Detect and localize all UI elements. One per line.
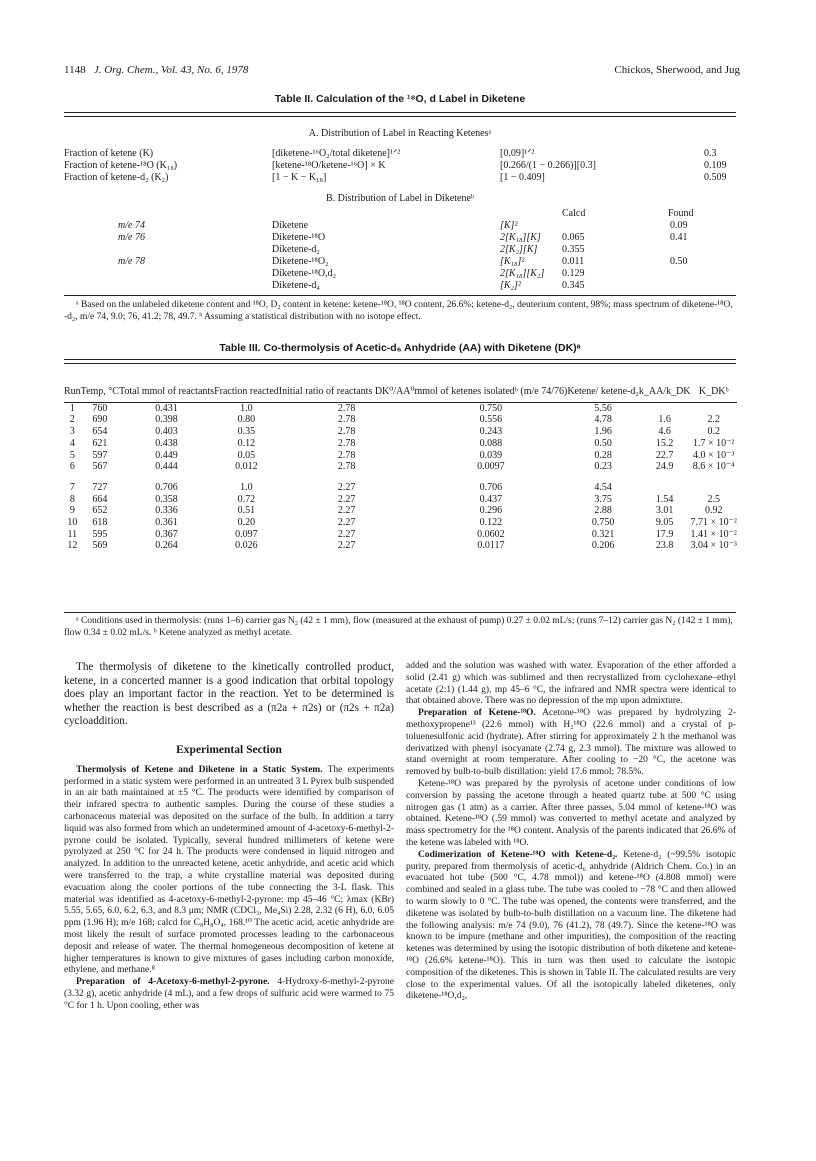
cell: 0.321 [591, 528, 615, 540]
cell: 0.92 [704, 505, 723, 517]
t2a-value: 0.509 [704, 172, 727, 183]
cell: 22.7 [655, 449, 674, 461]
cell: 0.437 [479, 493, 503, 505]
cell: 5.56 [594, 402, 612, 414]
cell: 4.6 [658, 426, 671, 438]
cell: 621 [92, 437, 108, 449]
cell: 4.54 [594, 481, 612, 493]
cell: 2.2 [707, 414, 720, 426]
paragraph-text: 4-Hydroxy-6-methyl-2-pyrone (3.32 g), acetic anhydride (4 mL), and a few drops of sulfuric acid were warmed to 75 °C for 1 h. Upon cooling, ether was [64, 977, 395, 1011]
cell: 2.78 [337, 414, 356, 426]
cell: 3.04 × 10⁻³ [690, 540, 737, 552]
cell: 4 [69, 437, 75, 449]
cell: 1.6 [658, 414, 671, 426]
paragraph-codimerization [406, 850, 736, 1003]
table2-bottom-rule [64, 295, 736, 296]
cell: 1.96 [594, 426, 612, 438]
table2-footnote [64, 300, 736, 323]
t2b-calcd: 0.355 [562, 244, 585, 255]
table3-footnote [64, 616, 736, 639]
cell: 11 [67, 528, 78, 540]
body-left-column [64, 661, 394, 1013]
t2a-expr: [0.09]¹ᐟ² [500, 148, 535, 159]
paragraph-text: Acetone-¹⁸O was prepared by hydrolyzing 2-methoxypropene¹³ (22.6 mmol) with H₂¹⁸O (22.6 mmol) and a crystal of p-toluenesulfonic acid (hydrate). After stirring for approximately 2 h the methanol was derivatized with phenyl isocyanate (2.74 g, 2.3 mmol). The mixture was allowed to stand overnight at room temperature. After cooling to −20 °C, the acetone was removed by bulb-to-bulb distillation: yield 17.6 mmol; 78.5%. [406, 708, 736, 778]
t2b-calcd: 0.129 [562, 268, 585, 279]
cell: 0.431 [155, 402, 178, 414]
paragraph-ketene-18o [406, 708, 736, 779]
cell: 0.296 [479, 505, 503, 517]
cell: 23.8 [655, 540, 674, 552]
cell: 0.50 [594, 437, 612, 449]
experimental-heading: Experimental Section [176, 743, 282, 756]
cell: 2.78 [337, 461, 356, 473]
table-row [64, 517, 737, 529]
cell: 0.706 [155, 481, 178, 493]
cell: 5 [69, 449, 75, 461]
t2b-compound: Diketene-d₄ [272, 280, 320, 291]
cell [691, 473, 737, 494]
cell: 0.358 [155, 493, 178, 505]
cell: 597 [92, 449, 108, 461]
t2b-found: 0.41 [670, 232, 688, 243]
cell: 0.0602 [477, 528, 505, 540]
cell: 0.05 [237, 449, 256, 461]
cell: 3 [69, 426, 75, 438]
t2b-compound: Diketene-¹⁸O,d₂ [272, 268, 337, 279]
cell: 0.039 [479, 449, 503, 461]
intro-paragraph: The thermolysis of diketene to the kinetically controlled product, ketene, in a concerted manner is a good indication that orbital topology does play an important factor in the reaction. Yet to be determined is whether the reaction is best described as a (π2a + π2s) or (π2s + π2a) cycloaddition. [64, 661, 394, 728]
th-kdk: K_DKᵇ [698, 386, 729, 397]
cell: 2.5 [707, 493, 720, 505]
table-row [64, 461, 737, 473]
th-temp: Temp, °C [80, 386, 119, 397]
cell: 0.750 [591, 517, 615, 529]
paragraph-continued: added and the solution was washed with water. Evaporation of the ether afforded a solid (2.41 g) which was sublimed and then recrystallized from cyclohexane–ethyl acetate (2:1) (1.44 g), mp 45–6 °C, the infrared and NMR spectra were identical to that obtained above. There was no depression of the mp upon admixture. [406, 661, 736, 707]
cell: 24.9 [655, 461, 674, 473]
cell: 618 [92, 517, 108, 529]
t2b-formula: 2[K₁₈][K] [500, 232, 541, 243]
cell: 664 [92, 493, 108, 505]
t2b-me: m/e 74 [118, 220, 145, 231]
cell: 2.88 [594, 505, 612, 517]
t2a-value: 0.3 [704, 148, 717, 159]
t2a-expr: [1 − 0.409] [500, 172, 545, 183]
cell: 0.097 [235, 528, 258, 540]
cell: 17.9 [655, 528, 674, 540]
t2b-formula: 2[K₁₈][K₂] [500, 268, 545, 279]
cell: 2.27 [337, 481, 356, 493]
th-ratio: Initial ratio of reactants DK⁰/AA⁰ [278, 386, 415, 397]
paragraph-thermolysis [64, 765, 394, 977]
t2b-found: 0.50 [670, 256, 688, 267]
cell: 2.27 [337, 505, 356, 517]
cell: 8 [69, 493, 75, 505]
cell: 652 [92, 505, 108, 517]
cell: 727 [92, 481, 108, 493]
cell: 1.0 [240, 481, 253, 493]
t2b-me: m/e 76 [118, 232, 145, 243]
cell: 595 [92, 528, 108, 540]
cell: 0.0117 [477, 540, 505, 552]
table3-caption: Table III. Co-thermolysis of Acetic-d₆ Anhydride (AA) with Diketene (DK)ᵃ [219, 342, 581, 354]
cell: 1.7 × 10⁻² [693, 437, 735, 449]
cell: 2.78 [337, 426, 356, 438]
table-row [64, 540, 737, 552]
cell: 7 [69, 481, 75, 493]
cell: 12 [67, 540, 78, 552]
cell: 0.398 [155, 414, 178, 426]
cell: 0.706 [479, 481, 503, 493]
cell: 0.20 [237, 517, 256, 529]
cell: 0.438 [155, 437, 178, 449]
cell: 2.78 [337, 449, 356, 461]
cell: 8.6 × 10⁻⁴ [692, 461, 735, 473]
table2-caption: Table II. Calculation of the ¹⁸O, d Label in Diketene [274, 93, 526, 105]
cell: 4.78 [594, 414, 612, 426]
paragraph-title: Codimerization of Ketene-¹⁸O with Ketene-d₂. [418, 849, 618, 860]
t2a-expr: [0.266/(1 − 0.266)][0.3] [500, 160, 596, 171]
cell: 0.243 [479, 426, 503, 438]
cell: 2 [69, 414, 75, 426]
cell: 0.0097 [477, 461, 505, 473]
table-row [64, 505, 737, 517]
cell: 0.12 [237, 437, 256, 449]
cell: 0.088 [479, 437, 503, 449]
th-kk: k_AA/k_DK [638, 386, 691, 397]
cell: 0.80 [237, 414, 256, 426]
t2a-formula: [diketene-¹⁶O₂/total diketene]¹ᐟ² [272, 148, 401, 159]
paragraph-title: Preparation of Ketene-¹⁸O. [418, 708, 536, 719]
body-right-column [406, 661, 736, 1003]
cell: 0.122 [479, 517, 503, 529]
table3-header-row [64, 386, 737, 398]
table-row [64, 402, 737, 414]
t2b-calcd: 0.011 [562, 256, 585, 267]
cell: 690 [92, 414, 108, 426]
cell: 0.556 [479, 414, 503, 426]
t2b-compound: Diketene-d₂ [272, 244, 320, 255]
table-row [64, 473, 737, 494]
cell: 0.35 [237, 426, 256, 438]
cell: 0.72 [237, 493, 256, 505]
t2b-me: m/e 78 [118, 256, 145, 267]
t2a-formula: [1 − K − K₁₈] [272, 172, 327, 183]
cell: 569 [92, 540, 108, 552]
t2b-found-header: Found [668, 208, 694, 219]
paragraph-text: The experiments performed in a static system were performed in an untreated 3 L Pyrex bulb suspended in an air bath maintained at ±5 °C. The products were identified by comparison of their infrared spectra to authentic samples. During the course of these studies a carbonaceous material was deposited on the surface of the bulb. In addition a tarry liquid was also formed from which an undetermined amount of 4-acetoxy-6-methyl-2-pyrone could be isolated. Typically, several hundred millimeters of ketene were pyrolyzed at 250 °C for 24 h. The products were condensed in liquid nitrogen and analyzed. In addition to the unreacted ketene, acetic anhydride, and acetic acid which were transferred to the trap, a white crystalline material was deposited during evacuation along the cooler portions of the tube connecting the 3-L flask. This material was identified as 4-acetoxy-6-methyl-2-pyrone: mp 45–46 °C; λmax (KBr) 5.55, 5.65, 6.0, 6.2, 6.3, and 8.3 μm; NMR (CDCl₃, Me₄Si) 2.28, 2.32 (6 H), 6.0, 6.05 ppm (1.96 H); m/e 168; calcd for C₈H₈O₄, 168.¹⁰ The acetic acid, acetic anhydride are most likely the result of surface promoted processes leading to the carbonaceous deposit and release of water. The thermal homogeneous decomposition of ketene at higher temperatures is known to give mixtures of gases including carbon monoxide, ethylene, and methane.⁸ [64, 764, 394, 976]
t2b-formula: 2[K₂][K] [500, 244, 538, 255]
table-row [64, 414, 737, 426]
cell: 2.27 [337, 493, 356, 505]
t2b-compound: Diketene-¹⁸O₂ [272, 256, 329, 267]
cell: 4.0 × 10⁻³ [693, 449, 735, 461]
cell: 654 [92, 426, 108, 438]
cell: 760 [92, 402, 108, 414]
t2a-value: 0.109 [704, 160, 727, 171]
cell: 1.0 [240, 402, 253, 414]
t2b-found: 0.09 [670, 220, 688, 231]
cell: 0.449 [155, 449, 178, 461]
table-row [64, 438, 737, 450]
t2b-formula: [K₂]² [500, 280, 521, 291]
journal-citation: J. Org. Chem., Vol. 43, No. 6, 1978 [93, 64, 249, 76]
cell: 567 [92, 461, 108, 473]
cell: 0.750 [479, 402, 503, 414]
paragraph-text: Ketene-d₂ (~99.5% isotopic purity, prepared from thermolysis of acetic-d₆ anhydride (Aldrich Chem. Co.) in an evacuated hot tube (500 °C, 4.78 mmol)) and ketene-¹⁸O (4.808 mmol) were combined and sealed in a glass tube. The tube was cooled to −78 °C and then allowed to warm slowly to 0 °C. The tube was opened, the contents were transferred, and the diketene was isolated by bulb-to-bulb distillation on a vacuum line. The diketene had the following analysis: m/e 74 (9.0), 76 (41.2), 78 (49.7). Since the ketene-¹⁸O was known to be impure (methane and other impurities), the composition of the reacting ketenes was determined by using the isotopic distribution of both diketene and ketene-¹⁸O (26.6% ketene-¹⁸O). This in turn was then used to calculate the isotopic composition of the diketenes. This is shown in Table II. The calculated results are very close to the experimental values. Of all the isotopically labeled diketenes, only diketene-¹⁸O,d₂, [406, 849, 736, 1002]
table3 [64, 386, 737, 552]
t2a-label: Fraction of ketene-d₂ (K₂) [64, 172, 169, 183]
cell: 0.28 [594, 449, 612, 461]
paragraph-acetoxy [64, 977, 394, 1012]
author-header: Chickos, Sherwood, and Jug [614, 64, 740, 76]
table2-top-rule-double [64, 116, 736, 117]
table-row [64, 426, 737, 438]
cell: 9 [69, 505, 75, 517]
cell: 2.27 [337, 517, 356, 529]
t2a-label: Fraction of ketene-¹⁸O (K₁₈) [64, 160, 178, 171]
t2a-label: Fraction of ketene (K) [64, 148, 154, 159]
table3-footnote-text: ᵃ Conditions used in thermolysis: (runs 1–6) carrier gas N₂ (42 ± 1 mm), flow (measured at the exhaust of pump) 0.27 ± 0.02 mL/s; (runs 7–12) carrier gas N₂ (142 ± 1 mm), flow 0.34 ± 0.02 mL/s. ᵇ Ketene analyzed as methyl acetate. [64, 616, 733, 638]
paragraph-title: Preparation of 4-Acetoxy-6-methyl-2-pyrone. [76, 977, 270, 988]
cell: 0.403 [155, 426, 178, 438]
table-row [64, 529, 737, 541]
cell: 2.27 [337, 540, 356, 552]
cell: 3.75 [594, 493, 612, 505]
cell: 0.012 [235, 461, 258, 473]
t2b-formula: [K₁₈]² [500, 256, 525, 267]
th-fraction: Fraction reacted [214, 386, 279, 397]
table2-section-a: A. Distribution of Label in Reacting Ketenesᵃ [308, 128, 492, 139]
cell: 0.444 [155, 461, 178, 473]
cell: 1 [69, 402, 75, 414]
cell: 0.264 [155, 540, 178, 552]
cell: 0.361 [155, 517, 178, 529]
t2b-formula: [K]² [500, 220, 518, 231]
th-mmol: mmol of ketenes isolatedᵇ (m/e 74/76) [414, 386, 568, 397]
table2-section-b: B. Distribution of Label in Diketeneᵇ [325, 193, 475, 204]
table3-bottom-rule [64, 612, 736, 613]
cell: 1.41 × 10⁻² [690, 528, 737, 540]
t2b-calcd-header: Calcd [562, 208, 586, 219]
t2b-compound: Diketene [272, 220, 309, 231]
table2-top-rule [64, 112, 736, 113]
cell: 0.367 [155, 528, 178, 540]
t2a-formula: [ketene-¹⁸O/ketene-¹⁶O] × K [272, 160, 386, 171]
cell: 2.78 [337, 437, 356, 449]
th-ketene: Ketene/ ketene-d₂ [567, 386, 639, 397]
cell [639, 402, 691, 414]
cell: 6 [69, 461, 75, 473]
cell: 0.026 [235, 540, 258, 552]
t2b-compound: Diketene-¹⁸O [272, 232, 326, 243]
cell: 7.71 × 10⁻² [690, 517, 737, 529]
table-row [64, 450, 737, 462]
paragraph-ketene-pyrolysis: Ketene-¹⁸O was prepared by the pyrolysis of acetone under conditions of low conversion by passing the acetone through a heated quartz tube at 500 °C using nitrogen gas (1 atm) as a carrier. After three passes, 5.04 mmol of ketene-¹⁸O was obtained. Ketene-¹⁸O (.59 mmol) was converted to methyl acetate and analyzed by mass spectrometry for the ¹⁸O content. Analysis of the parents indicated that 26.6% of the ketene was labeled with ¹⁸O. [406, 778, 736, 848]
cell: 9.05 [655, 517, 674, 529]
cell: 3.01 [655, 505, 674, 517]
cell [691, 402, 737, 414]
cell: 2.27 [337, 528, 356, 540]
cell: 0.23 [594, 461, 612, 473]
page-number: 1148 [64, 64, 86, 76]
cell: 0.2 [707, 426, 720, 438]
cell: 0.51 [237, 505, 256, 517]
cell: 0.206 [591, 540, 615, 552]
paragraph-title: Thermolysis of Ketene and Diketene in a Static System. [76, 764, 323, 775]
cell: 10 [67, 517, 78, 529]
table3-top-rule-double [64, 363, 736, 364]
cell: 15.2 [655, 437, 674, 449]
table-row [64, 494, 737, 506]
cell: 0.336 [155, 505, 178, 517]
t2b-calcd: 0.065 [562, 232, 585, 243]
th-run: Run [64, 386, 81, 397]
cell: 2.78 [337, 402, 356, 414]
table2-footnote-text: ᵃ Based on the unlabeled diketene content and ¹⁸O, D₂ content in ketene: ketene-¹⁸O, ¹⁸O content, 26.6%; ketene-d₂, deuterium content, 98%; mass spectrum of diketene-¹⁸O, -d₂, m/e 74, 9.0; 76, 41.2; 78, 49.7. ᵇ Assuming a statistical distribution with no isotope effect. [64, 300, 733, 322]
th-total: Total mmol of reactants [118, 386, 215, 397]
cell [639, 473, 691, 494]
table3-top-rule [64, 359, 736, 360]
t2b-calcd: 0.345 [562, 280, 585, 291]
cell: 1.54 [655, 493, 674, 505]
running-header [64, 64, 248, 76]
